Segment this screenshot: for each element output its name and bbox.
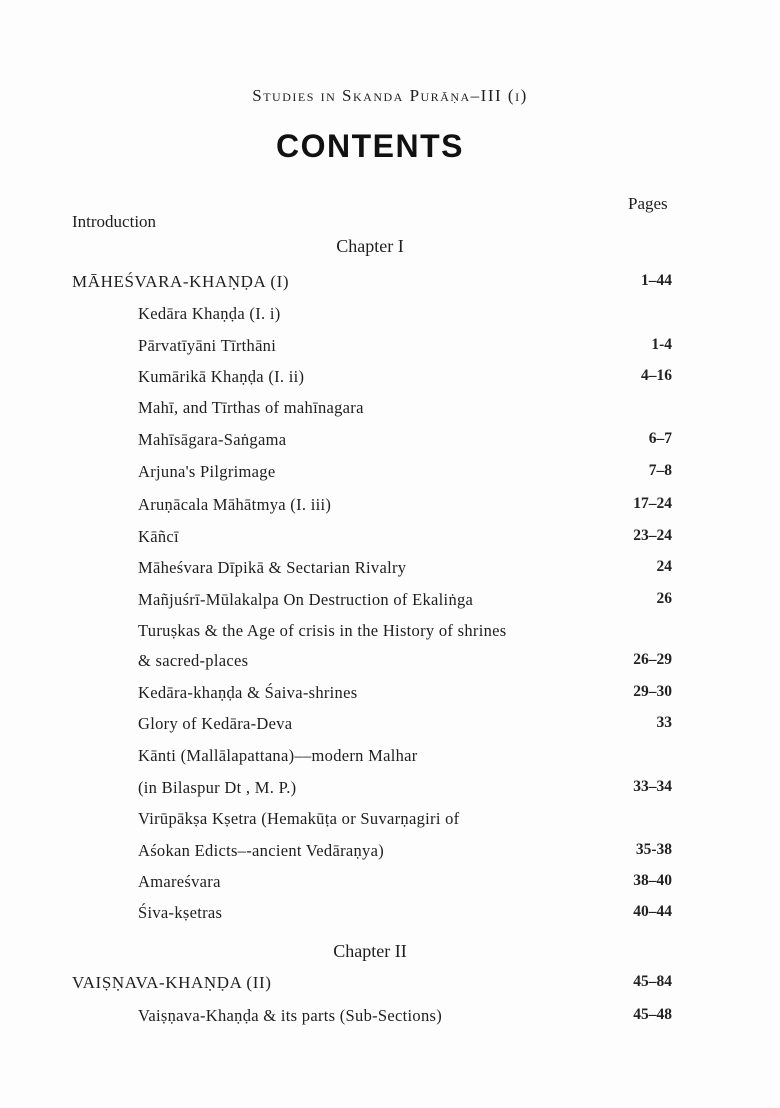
toc-entry	[0, 590, 780, 614]
toc-entry-pages: 45–48	[633, 1006, 672, 1023]
running-head: Studies in Skanda Purāṇa–III (i)	[252, 86, 528, 105]
toc-entry-title: Vaiṣṇava-Khaṇḍa & its parts (Sub-Sections)	[138, 1006, 443, 1025]
toc-entry-title: Aruṇācala Māhātmya (I. iii)	[138, 495, 332, 514]
toc-entry-title: Mahī, and Tīrthas of mahīnagara	[138, 398, 364, 417]
pages-column-label: Pages	[628, 194, 668, 213]
toc-entry-title: (in Bilaspur Dt , M. P.)	[138, 778, 297, 797]
toc-entry-pages: 1-4	[651, 336, 672, 353]
toc-entry-title: Kāñcī	[138, 527, 179, 546]
toc-entry	[0, 872, 780, 896]
toc-entry-pages: 29–30	[633, 683, 672, 700]
toc-entry-pages: 26–29	[633, 651, 672, 668]
toc-entry-pages: 23–24	[633, 527, 672, 544]
toc-entry	[0, 430, 780, 454]
toc-entry-pages: 38–40	[633, 872, 672, 889]
toc-entry-title: Śiva-kṣetras	[138, 903, 223, 922]
toc-entry-pages: 6–7	[648, 430, 672, 447]
toc-entry-title: Kedāra Khaṇḍa (I. i)	[138, 304, 281, 323]
toc-entry	[0, 651, 780, 675]
toc-entry-introduction: Introduction	[72, 212, 157, 231]
toc-entry-title: Kedāra-khaṇḍa & Śaiva-shrines	[138, 683, 358, 702]
toc-entry-title: MĀHEŚVARA-KHAṆḌA (I)	[72, 272, 290, 291]
toc-entry-pages: 45–84	[633, 973, 672, 990]
toc-entry	[0, 714, 780, 738]
toc-entry-title: Mañjuśrī-Mūlakalpa On Destruction of Ekaliṅga	[138, 590, 474, 609]
chapter-heading-2: Chapter II	[333, 941, 407, 961]
toc-entry	[0, 495, 780, 519]
toc-entry-title: Glory of Kedāra-Deva	[138, 714, 293, 733]
toc-entry	[0, 558, 780, 582]
toc-entry-pages: 33–34	[633, 778, 672, 795]
toc-entry	[0, 809, 780, 833]
toc-entry-title: Aśokan Edicts–-ancient Vedāraṇya)	[138, 841, 385, 860]
toc-entry	[0, 683, 780, 707]
toc-entry	[0, 527, 780, 551]
toc-entry-pages: 7–8	[648, 462, 672, 479]
toc-entry-pages: 17–24	[633, 495, 672, 512]
toc-entry-title: & sacred-places	[138, 651, 249, 670]
toc-entry-title: VAIṢṆAVA-KHAṆḌA (II)	[72, 973, 272, 992]
toc-entry	[0, 367, 780, 391]
toc-entry-title: Amareśvara	[138, 872, 221, 891]
toc-entry-pages: 33	[656, 714, 672, 731]
toc-entry	[0, 903, 780, 927]
toc-entry-title: Pārvatīyāni Tīrthāni	[138, 336, 277, 355]
toc-entry-title: Virūpākṣa Kṣetra (Hemakūṭa or Suvarṇagiri of	[138, 809, 460, 828]
page-title: CONTENTS	[276, 128, 464, 164]
toc-entry	[0, 973, 780, 997]
toc-entry-title: Turuṣkas & the Age of crisis in the History of shrines	[138, 621, 507, 640]
toc-entry	[0, 746, 780, 770]
toc-entry	[0, 304, 780, 328]
toc-entry	[0, 621, 780, 645]
toc-entry-pages: 24	[656, 558, 672, 575]
toc-entry-pages: 26	[656, 590, 672, 607]
toc-entry-title: Kānti (Mallālapattana)––modern Malhar	[138, 746, 418, 765]
toc-entry-title: Kumārikā Khaṇḍa (I. ii)	[138, 367, 305, 386]
toc-entry	[0, 1006, 780, 1030]
chapter-heading-1: Chapter I	[336, 236, 404, 256]
toc-entry-title: Arjuna's Pilgrimage	[138, 462, 276, 481]
toc-entry	[0, 336, 780, 360]
toc-entry	[0, 841, 780, 865]
toc-entry-pages: 1–44	[641, 272, 672, 289]
toc-entry-title: Mahīsāgara-Saṅgama	[138, 430, 287, 449]
toc-entry	[0, 462, 780, 486]
toc-entry-pages: 35-38	[635, 841, 672, 858]
toc-entry	[0, 272, 780, 296]
toc-entry	[0, 398, 780, 422]
toc-entry-pages: 4–16	[641, 367, 672, 384]
toc-entry-title: Māheśvara Dīpikā & Sectarian Rivalry	[138, 558, 407, 577]
toc-entry	[0, 778, 780, 802]
toc-entry-pages: 40–44	[633, 903, 672, 920]
